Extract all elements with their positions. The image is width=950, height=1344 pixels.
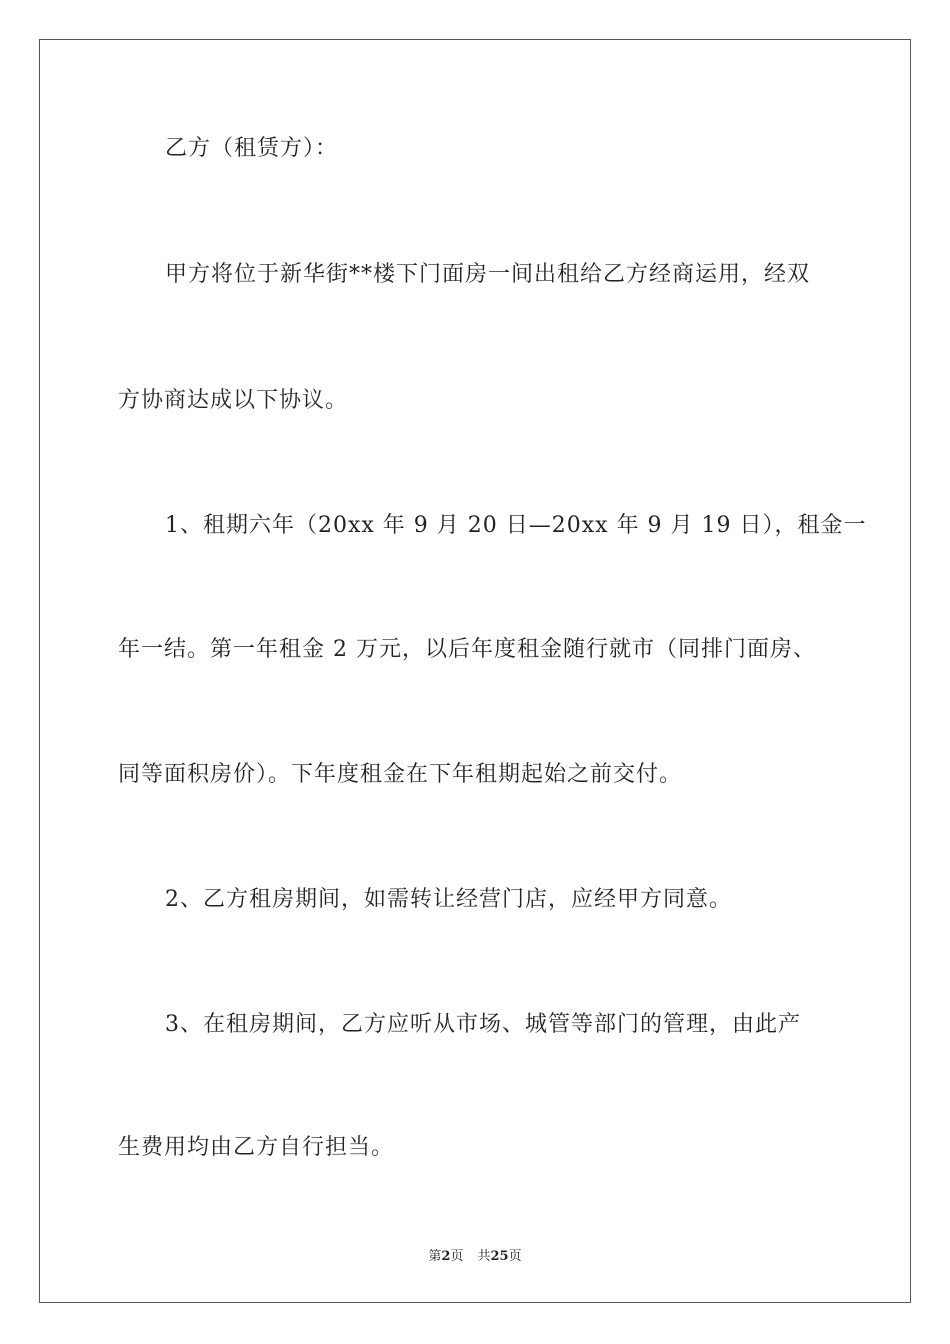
footer-page-number: 2 — [441, 1249, 451, 1264]
page-border — [39, 39, 911, 1303]
clause-1-line-3: 同等面积房价）。下年度租金在下年租期起始之前交付。 — [118, 762, 683, 787]
paragraph-lessee-label: 乙方（租赁方）： — [165, 136, 339, 161]
paragraph-intro-line-1: 甲方将位于新华街**楼下门面房一间出租给乙方经商运用，经双 — [165, 262, 811, 287]
footer-total-prefix: 共 — [477, 1249, 491, 1264]
footer-page-prefix: 第 — [428, 1249, 442, 1264]
footer-total-suffix: 页 — [508, 1249, 522, 1264]
clause-1-line-2: 年一结。第一年租金 2 万元，以后年度租金随行就市（同排门面房、 — [118, 637, 816, 662]
clause-3-line-1: 3、在租房期间，乙方应听从市场、城管等部门的管理，由此产 — [165, 1012, 801, 1037]
footer-total-pages: 25 — [490, 1249, 509, 1264]
footer-page-suffix: 页 — [450, 1249, 464, 1264]
clause-3-line-2: 生费用均由乙方自行担当。 — [118, 1135, 395, 1160]
clause-1-line-1: 1、租期六年（20xx 年 9 月 20 日—20xx 年 9 月 19 日），租金一 — [165, 513, 867, 538]
clause-2-line-1: 2、乙方租房期间，如需转让经营门店，应经甲方同意。 — [165, 887, 732, 912]
paragraph-intro-line-2: 方协商达成以下协议。 — [118, 388, 349, 413]
page-footer — [0, 1248, 950, 1266]
